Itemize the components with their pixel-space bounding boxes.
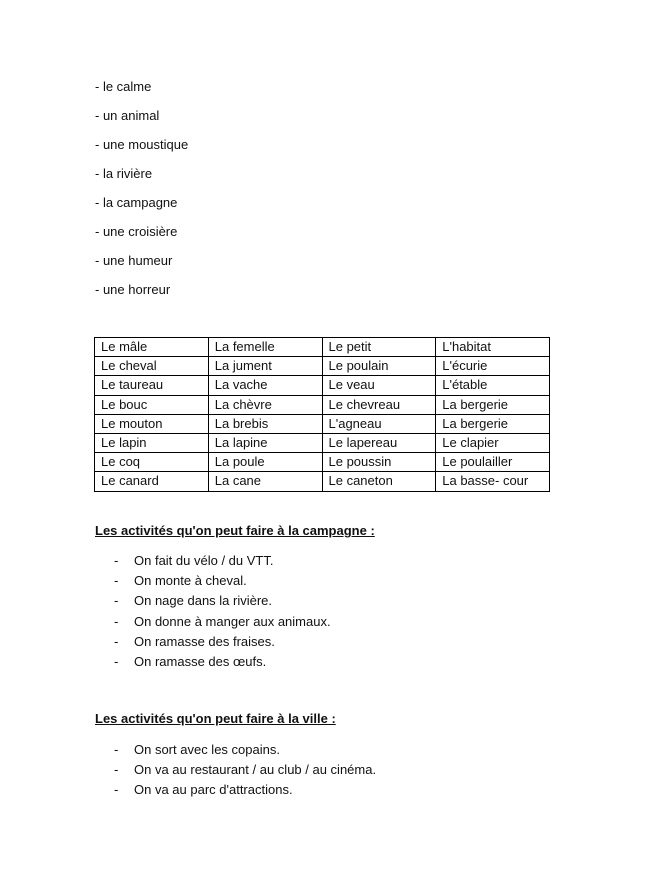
bullet-dash: - (114, 653, 119, 669)
list-item (114, 572, 331, 592)
list-item (114, 633, 331, 653)
vocabulary-item: - une croisière (95, 224, 178, 239)
list-item-text: On monte à cheval. (134, 573, 247, 589)
table-row (95, 472, 550, 491)
list-item (114, 592, 331, 612)
table-cell: L'étable (436, 376, 550, 395)
ville-section-title: Les activités qu'on peut faire à la ville : (95, 711, 336, 726)
bullet-dash: - (114, 613, 119, 629)
table-row (95, 357, 550, 376)
bullet-dash: - (114, 762, 119, 778)
header-cell-female: La femelle (208, 338, 322, 357)
table-cell: L'écurie (436, 357, 550, 376)
list-item-text: On sort avec les copains. (134, 742, 280, 757)
vocabulary-item: - une humeur (95, 253, 173, 268)
table-row (95, 453, 550, 472)
table-cell: La basse- cour (436, 472, 550, 491)
ville-activities-list (114, 741, 376, 802)
list-item-text: On ramasse des fraises. (134, 633, 275, 649)
table-cell: Le lapin (95, 433, 209, 452)
list-item-text: On donne à manger aux animaux. (134, 613, 331, 629)
table-cell: Le lapereau (322, 433, 436, 452)
table-cell: La chèvre (208, 395, 322, 414)
list-item-text: On fait du vélo / du VTT. (134, 553, 274, 568)
table-row (95, 433, 550, 452)
list-item-text: On va au parc d'attractions. (134, 782, 293, 798)
bullet-dash: - (114, 742, 119, 757)
vocabulary-item: - une moustique (95, 137, 189, 152)
table-cell: Le cheval (95, 357, 209, 376)
table-row (95, 414, 550, 433)
table-cell: La jument (208, 357, 322, 376)
vocabulary-list (95, 78, 188, 310)
table-cell: Le clapier (436, 433, 550, 452)
table-cell: Le poulailler (436, 453, 550, 472)
table-row (95, 395, 550, 414)
table-cell: Le chevreau (322, 395, 436, 414)
list-item (114, 781, 376, 801)
table-row (95, 376, 550, 395)
table-cell: Le bouc (95, 395, 209, 414)
table-cell: Le veau (322, 376, 436, 395)
list-item (114, 653, 331, 673)
table-cell: La poule (208, 453, 322, 472)
bullet-dash: - (114, 633, 119, 649)
header-cell-male: Le mâle (95, 338, 209, 357)
vocabulary-item: - une horreur (95, 282, 171, 297)
table-cell: Le poussin (322, 453, 436, 472)
list-item-text: On nage dans la rivière. (134, 593, 273, 609)
table-header-row (95, 338, 550, 357)
vocabulary-item: - le calme (95, 79, 152, 94)
bullet-dash: - (114, 593, 119, 609)
vocabulary-item: - un animal (95, 108, 160, 123)
table-cell: Le canard (95, 472, 209, 491)
animals-table (94, 337, 550, 492)
table-cell: La brebis (208, 414, 322, 433)
header-cell-young: Le petit (322, 338, 436, 357)
table-cell: La bergerie (436, 395, 550, 414)
table-cell: Le mouton (95, 414, 209, 433)
table-cell: La lapine (208, 433, 322, 452)
list-item (114, 741, 376, 761)
header-cell-habitat: L'habitat (436, 338, 550, 357)
table-cell: Le poulain (322, 357, 436, 376)
vocabulary-item: - la rivière (95, 166, 153, 181)
table-cell: La bergerie (436, 414, 550, 433)
table-cell: Le caneton (322, 472, 436, 491)
bullet-dash: - (114, 573, 119, 589)
list-item (114, 552, 331, 572)
bullet-dash: - (114, 553, 119, 568)
campagne-activities-list (114, 552, 331, 673)
bullet-dash: - (114, 782, 119, 798)
list-item (114, 761, 376, 781)
table-cell: Le coq (95, 453, 209, 472)
table-cell: Le taureau (95, 376, 209, 395)
table-cell: La vache (208, 376, 322, 395)
list-item-text: On ramasse des œufs. (134, 653, 267, 669)
table-cell: La cane (208, 472, 322, 491)
campagne-section-title: Les activités qu'on peut faire à la campagne : (95, 523, 375, 538)
vocabulary-item: - la campagne (95, 195, 178, 210)
table-cell: L'agneau (322, 414, 436, 433)
list-item (114, 613, 331, 633)
list-item-text: On va au restaurant / au club / au cinéma. (134, 762, 377, 778)
